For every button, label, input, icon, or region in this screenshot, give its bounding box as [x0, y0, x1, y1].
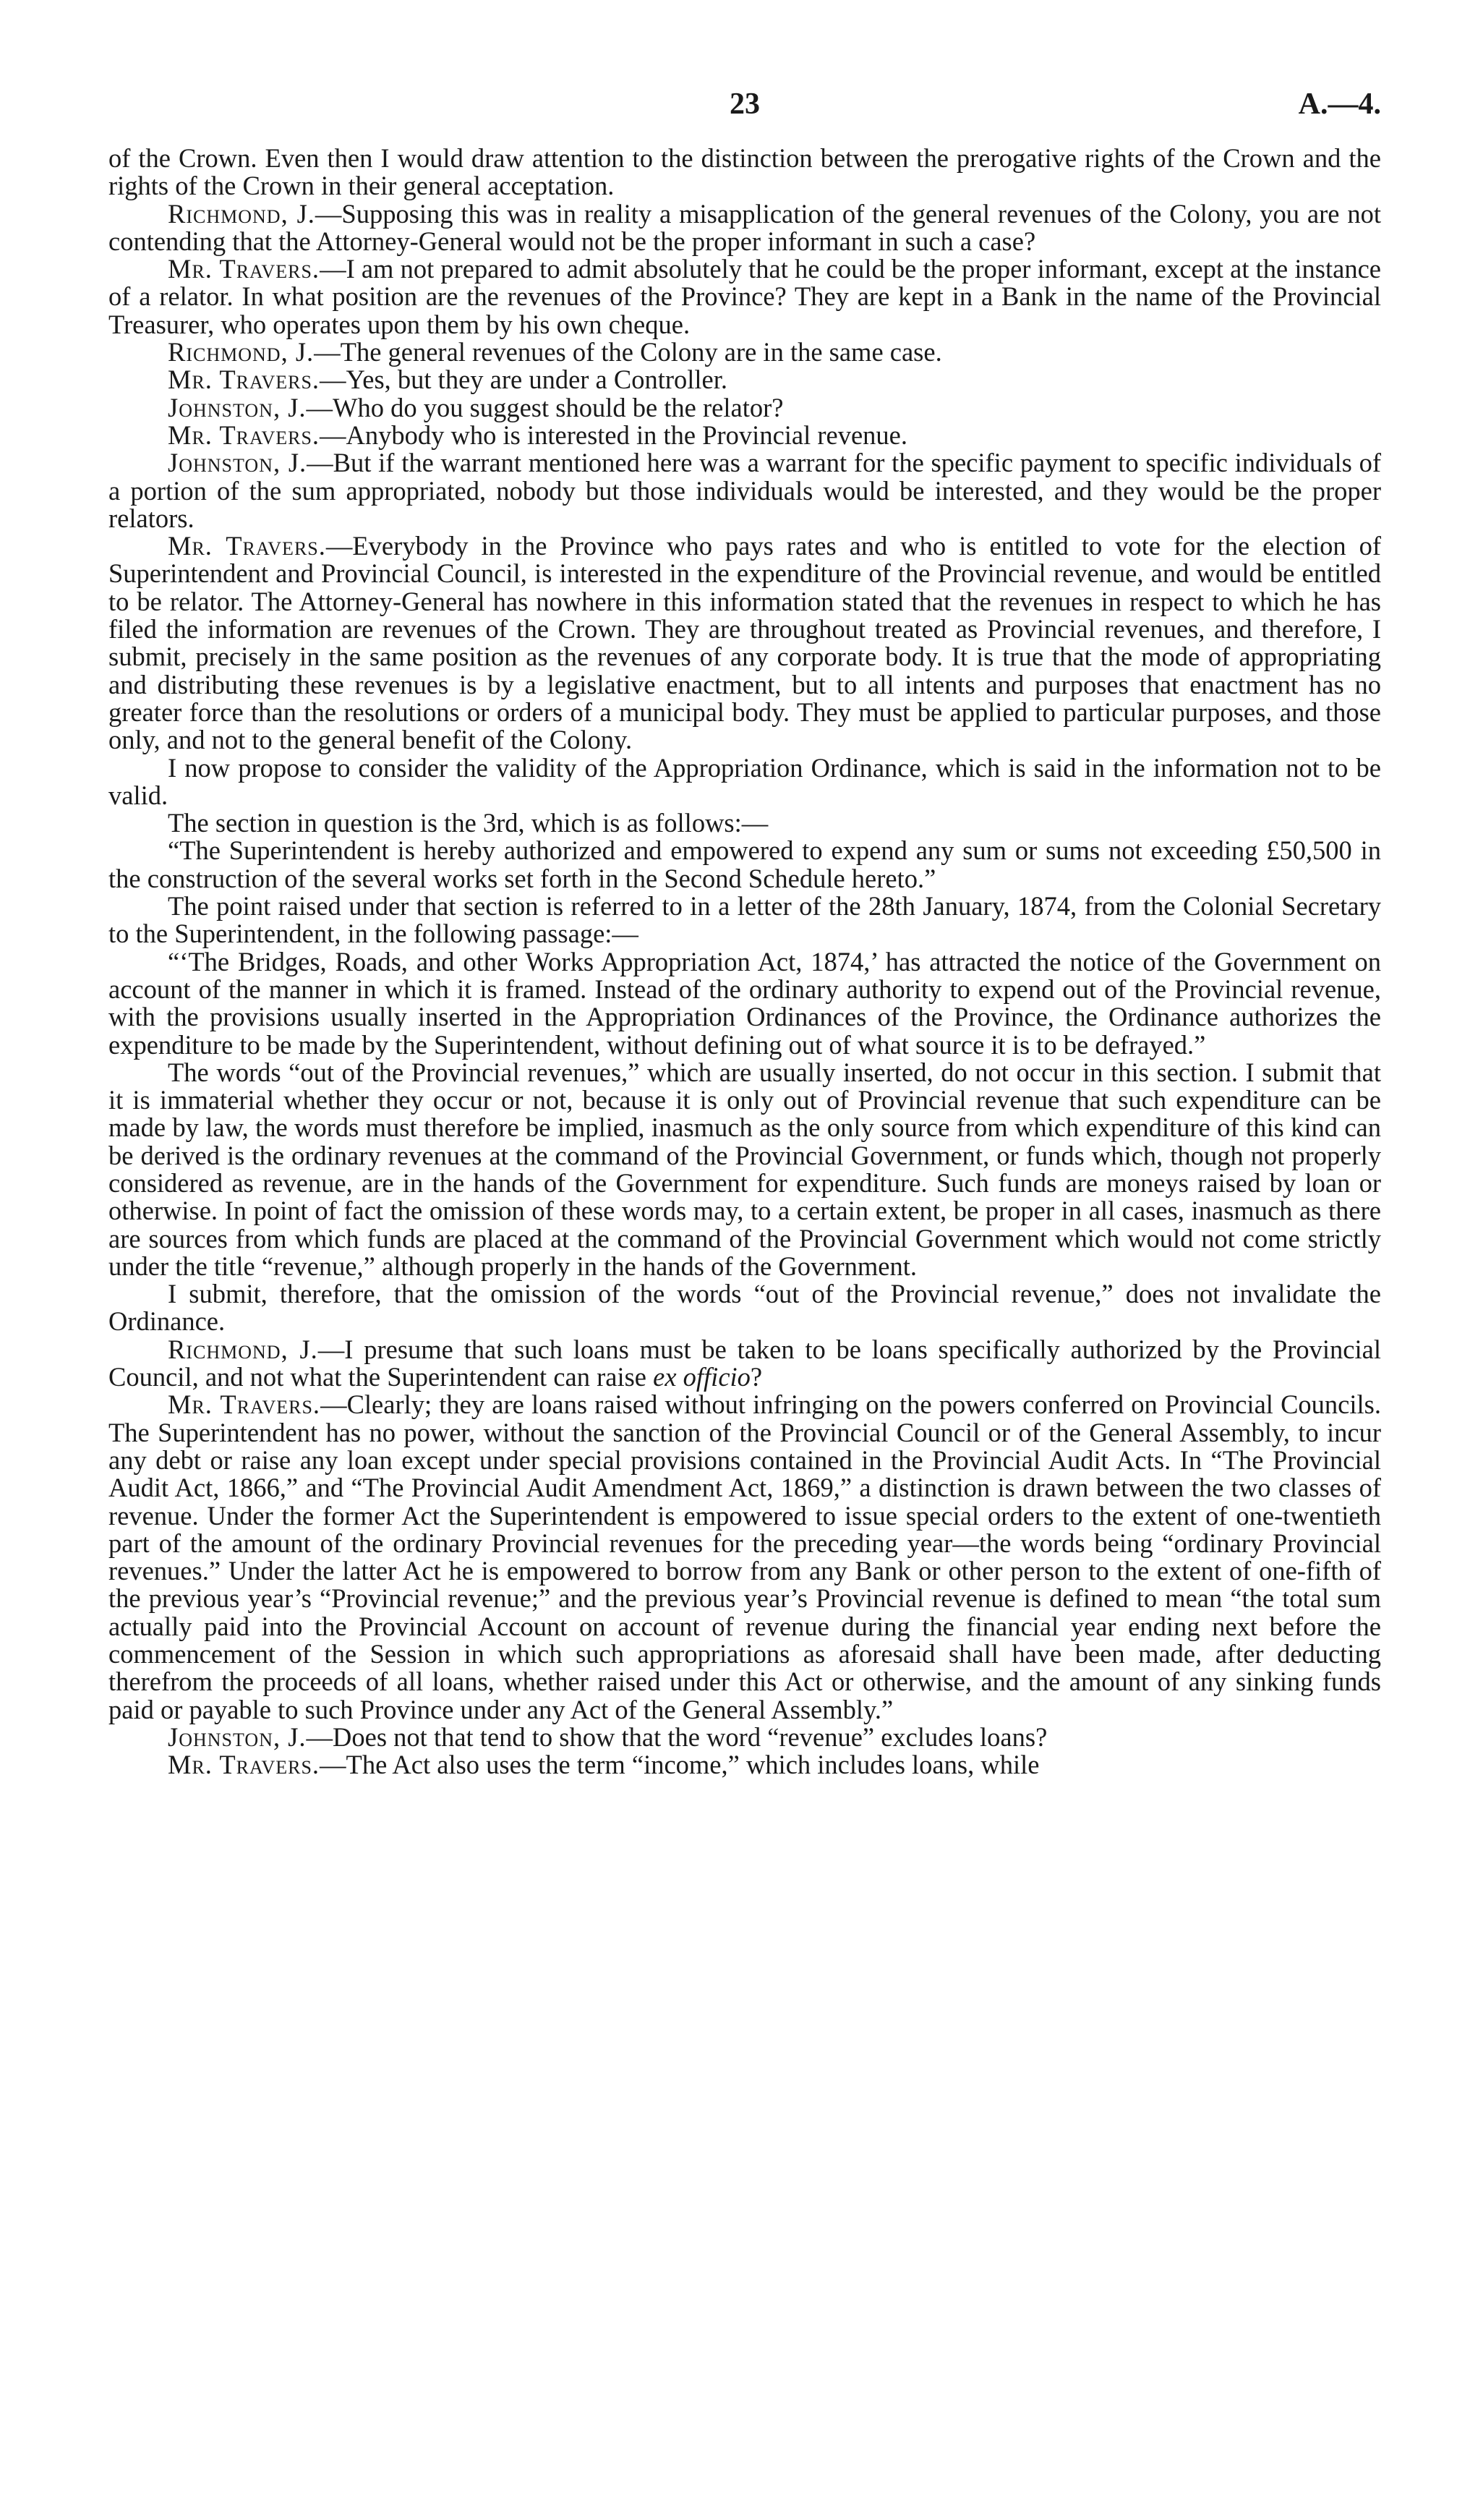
- quoted-paragraph: “‘The Bridges, Roads, and other Works Appropriation Act, 1874,’ has attracted the notice of the Government on account of the manner in which it is framed. Instead of the ordinary authority to expend out of the Provincial revenue, with the provisions usually inserted in the Appropriation Ordinances of the Province, the Ordinance authorizes the expenditure to be made by the Superintendent, without defining out of what source it is to be defrayed.”: [108, 946, 1381, 1060]
- paragraph: The point raised under that section is referred to in a letter of the 28th January, 1874, from the Colonial Secretary to the Superintendent, in the following passage:—: [108, 891, 1381, 949]
- body-text: [108, 145, 1381, 1779]
- paragraph: Mr. Travers.—I am not prepared to admit absolutely that he could be the proper informant, except at the instance of a relator. In what position are the revenues of the Province? They are kept in a Bank in the name of the Provincial Treasurer, who operates upon them by his own cheque.: [108, 254, 1381, 339]
- speaker: Johnston, J.: [168, 1721, 307, 1752]
- paragraph: The words “out of the Provincial revenues,” which are usually inserted, do not occur in this section. I submit that it is immaterial whether they occur or not, because it is only out of Provincial revenue that such expenditure can be made by law, the words must therefore be implied, inasmuch as the only source from which expenditure of this kind can be derived is the ordinary revenues at the command of the Provincial Government, or funds which, though not properly considered as revenue, are in the hands of the Government for expenditure. Such funds are moneys raised by loan or otherwise. In point of fact the omission of these words may, to a certain extent, be proper in all cases, inasmuch as there are sources from which funds are placed at the command of the Provincial Government which would not come strictly under the title “revenue,” although properly in the hands of the Government.: [108, 1057, 1381, 1281]
- paragraph: Johnston, J.—Does not that tend to show that the word “revenue” excludes loans?: [168, 1721, 1048, 1752]
- paragraph: of the Crown. Even then I would draw attention to the distinction between the prerogative rights of the Crown and the rights of the Crown in their general acceptation.: [108, 143, 1381, 201]
- speaker: Richmond, J.: [168, 1334, 318, 1364]
- speaker: Mr. Travers.: [168, 1750, 320, 1780]
- paragraph: Mr. Travers.—Clearly; they are loans raised without infringing on the powers conferred on Provincial Councils. The Superintendent has no power, without the sanction of the Provincial Council or of the General Assembly, to incur any debt or raise any loan except under special provisions contained in the Provincial Audit Acts. In “The Provincial Audit Act, 1866,” and “The Provincial Audit Amendment Act, 1869,” a distinction is drawn between the two classes of revenue. Under the former Act the Superintendent is empowered to issue special orders to the extent of one-twentieth part of the amount of the ordinary Provincial revenues for the preceding year—the words being “ordinary Provincial revenues.” Under the latter Act he is empowered to borrow from any Bank or other person to the extent of one-fifth of the previous year’s “Provincial revenue;” and the previous year’s Provincial revenue is defined to mean “the total sum actually paid into the Provincial Account on account of revenue during the financial year ending next before the commencement of the Session in which such appropriations as aforesaid shall have been made, after deducting therefrom the proceeds of all loans, whether raised under this Act or otherwise, and the amount of any sinking funds paid or payable to such Province under any Act of the General Assembly.”: [108, 1389, 1381, 1724]
- speaker: Mr. Travers.: [168, 365, 320, 395]
- document-page: [108, 87, 1381, 1779]
- quoted-paragraph: “The Superintendent is hereby authorized and empowered to expend any sum or sums not exceeding £50,500 in the construction of the several works set forth in the Second Schedule hereto.”: [108, 835, 1381, 893]
- speaker: Richmond, J.: [168, 337, 315, 367]
- speaker: Johnston, J.: [168, 448, 307, 478]
- paragraph: Richmond, J.—I presume that such loans must be taken to be loans specifically authorized by the Provincial Council, and not what the Superintendent can raise ex officio?: [108, 1334, 1381, 1392]
- paragraph: Richmond, J.—The general revenues of the Colony are in the same case.: [168, 337, 942, 367]
- speaker: Mr. Travers.: [168, 420, 320, 450]
- document-reference: A.—4.: [1298, 88, 1381, 121]
- page-number: 23: [730, 88, 760, 121]
- paragraph: I now propose to consider the validity of the Appropriation Ordinance, which is said in the information not to be valid.: [108, 752, 1381, 810]
- speaker: Mr. Travers.: [168, 1389, 321, 1420]
- latin-phrase: ex officio: [653, 1362, 751, 1392]
- paragraph: Mr. Travers.—Everybody in the Province who pays rates and who is entitled to vote for the election of Superintendent and Provincial Council, is interested in the expenditure of the Provincial revenue, and would be entitled to be relator. The Attorney-General has nowhere in this information stated that the revenues in respect to which he has filed the information are revenues of the Crown. They are throughout treated as Provincial revenues, and therefore, I submit, precisely in the same position as the revenues of any corporate body. It is true that the mode of appropriating and distributing these revenues is by a legislative enactment, but to all intents and purposes that enactment has no greater force than the resolutions or orders of a municipal body. They must be applied to particular purposes, and those only, and not to the general benefit of the Colony.: [108, 531, 1381, 755]
- speaker: Mr. Travers.: [168, 254, 320, 284]
- speaker: Richmond, J.: [168, 198, 315, 229]
- paragraph: Johnston, J.—Who do you suggest should be the relator?: [168, 392, 784, 422]
- paragraph: Mr. Travers.—Yes, but they are under a Controller.: [168, 365, 728, 395]
- paragraph: Richmond, J.—Supposing this was in reality a misapplication of the general revenues of the Colony, you are not contending that the Attorney-General would not be the proper informant in such a case?: [108, 198, 1381, 256]
- paragraph: Johnston, J.—But if the warrant mentioned here was a warrant for the specific payment to specific individuals of a portion of the sum appropriated, nobody but those individuals would be interested, and they would be the proper relators.: [108, 448, 1381, 533]
- paragraph: I submit, therefore, that the omission of the words “out of the Provincial revenue,” does not invalidate the Ordinance.: [108, 1279, 1381, 1337]
- paragraph: Mr. Travers.—Anybody who is interested in the Provincial revenue.: [168, 420, 908, 450]
- paragraph: The section in question is the 3rd, which is as follows:—: [168, 808, 769, 838]
- page-header: [108, 87, 1381, 137]
- speaker: Mr. Travers.: [168, 531, 326, 561]
- speaker: Johnston, J.: [168, 392, 307, 422]
- paragraph: Mr. Travers.—The Act also uses the term “income,” which includes loans, while: [168, 1750, 1040, 1780]
